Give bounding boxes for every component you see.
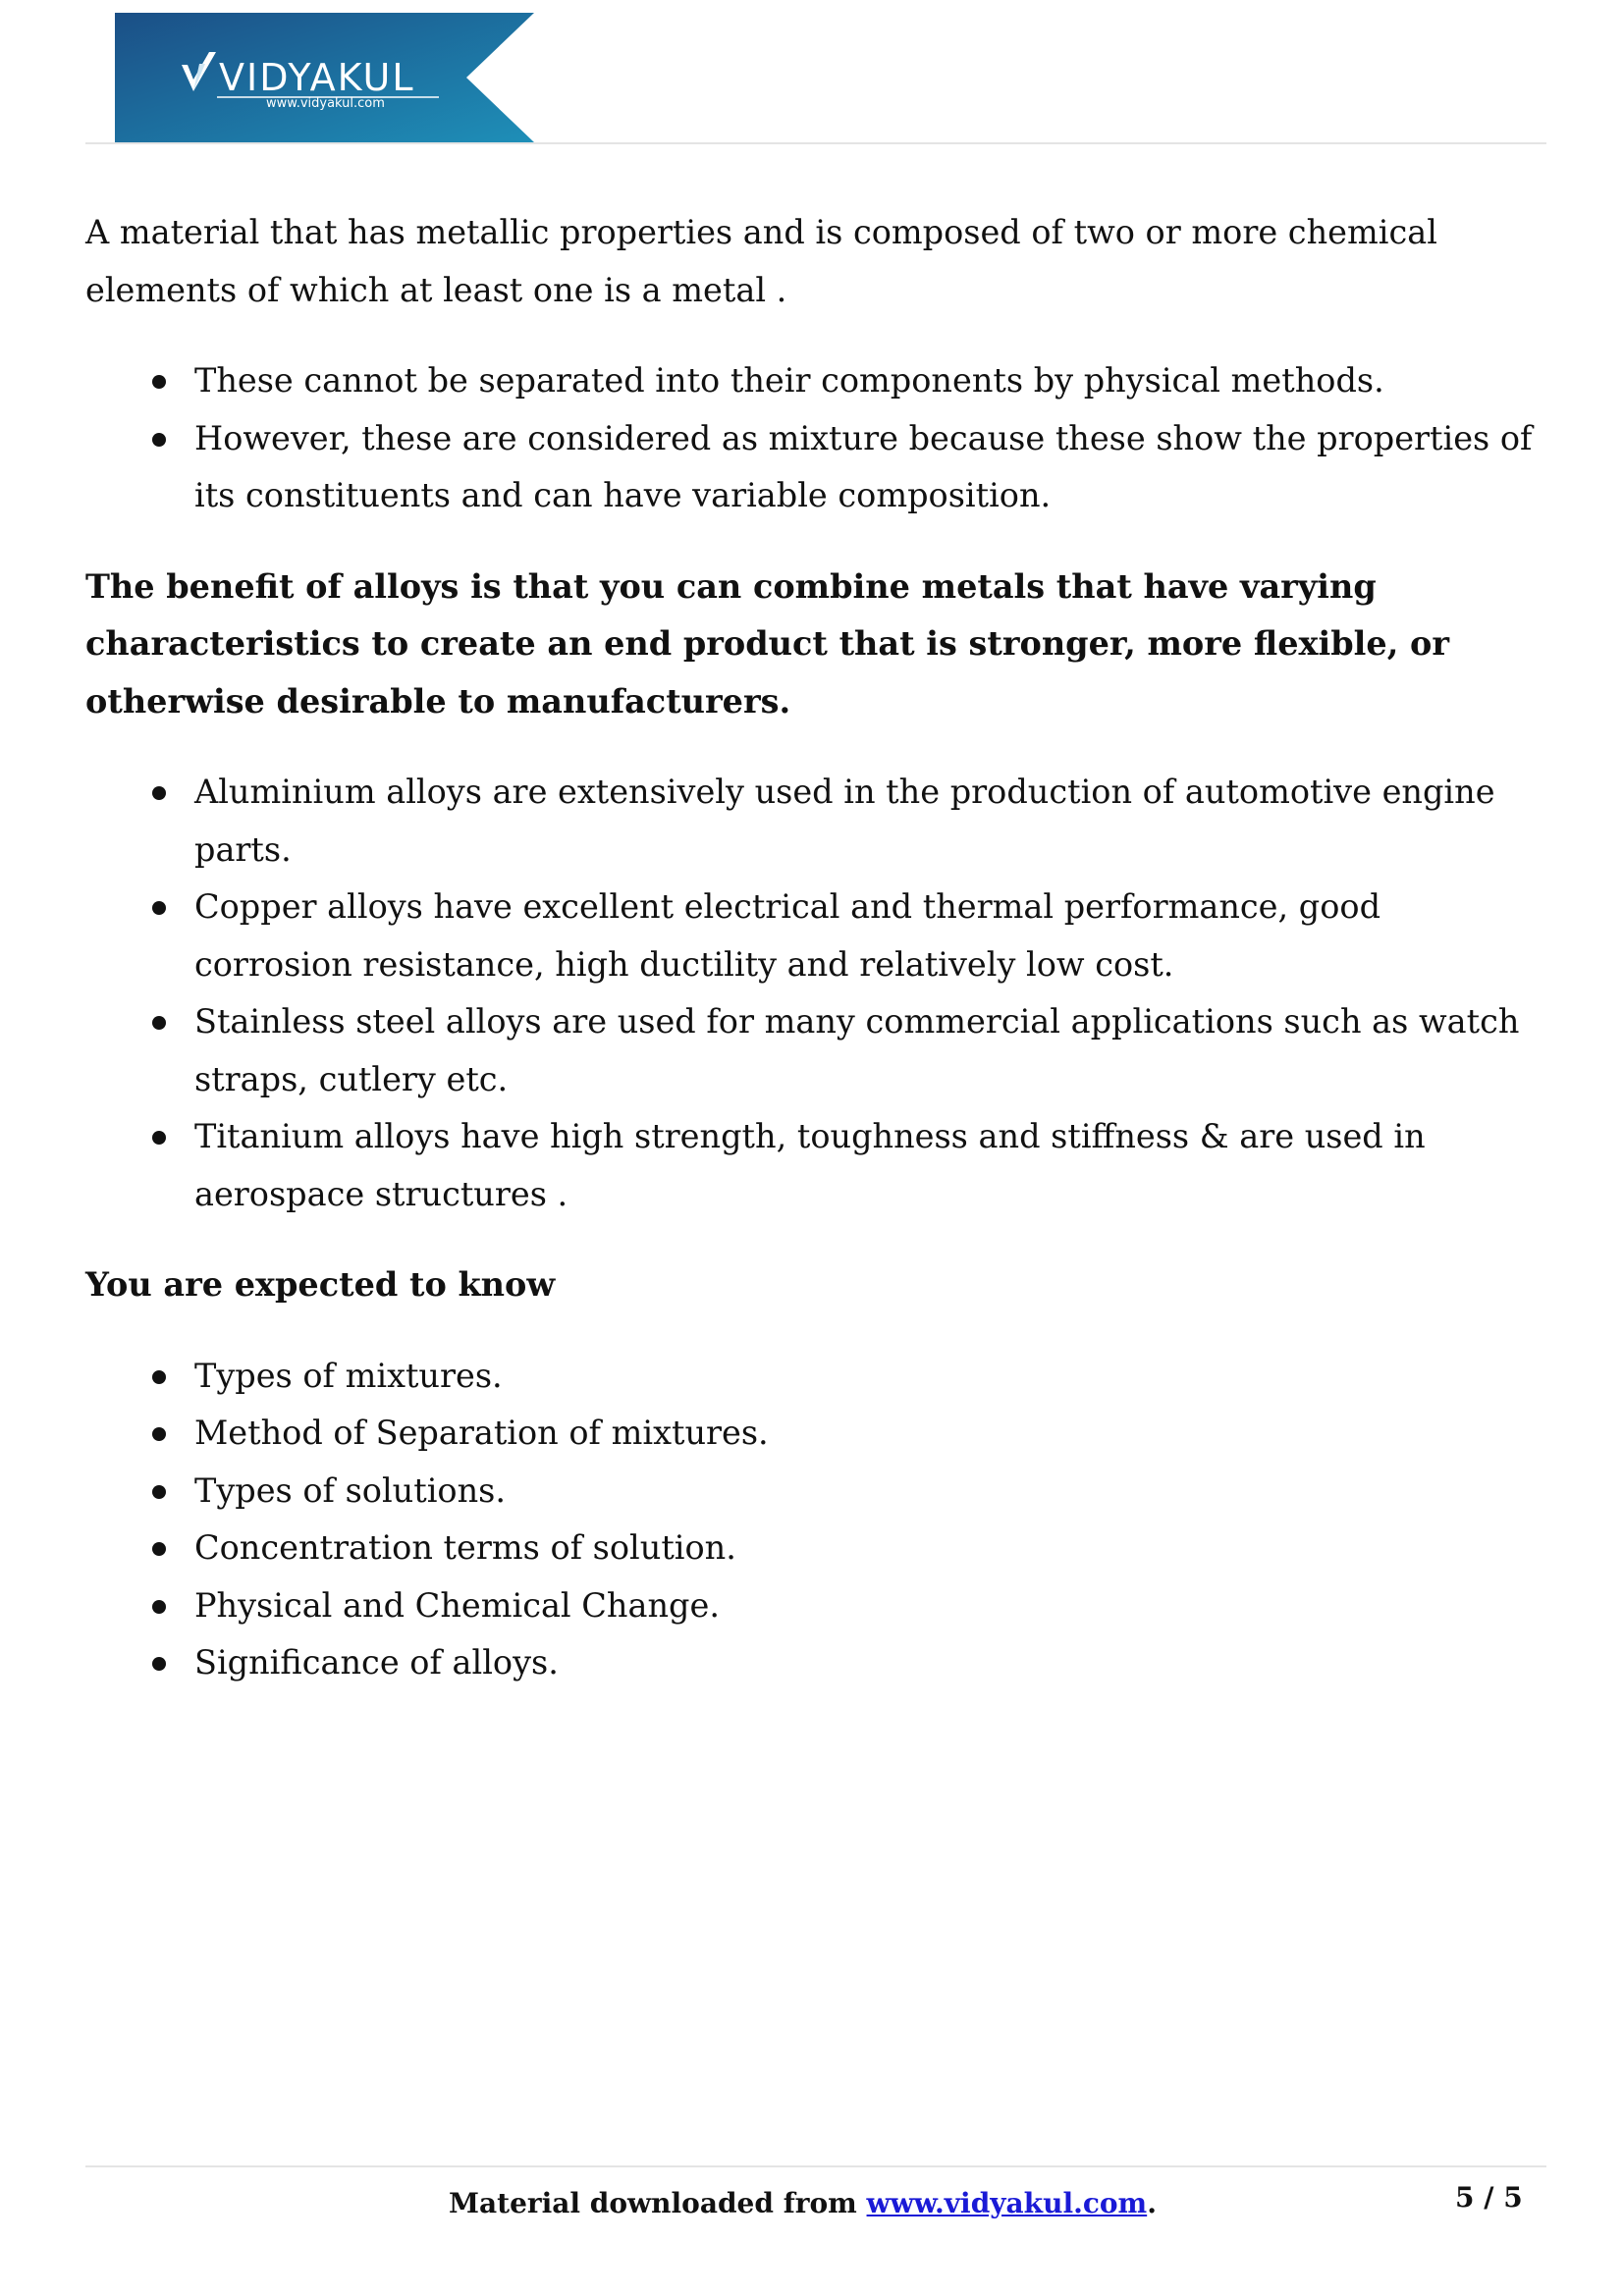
brand-url: www.vidyakul.com (266, 96, 385, 111)
alloy-property-list (85, 352, 1548, 525)
footer-credit (449, 2187, 1157, 2219)
page-number: 5 / 5 (1455, 2181, 1523, 2214)
intro-paragraph: A material that has metallic properties and is composed of two or more chemical elements of which at least one is a metal . (85, 213, 1437, 309)
list-item: Significance of alloys. (85, 1634, 1548, 1692)
list-item: Concentration terms of solution. (85, 1520, 1548, 1577)
list-item: These cannot be separated into their components by physical methods. (85, 352, 1548, 410)
list-item: Types of mixtures. (85, 1348, 1548, 1406)
header-divider (85, 142, 1546, 144)
page-footer (0, 2165, 1623, 2264)
list-item: Titanium alloys have high strength, toughness and stiffness & are used in aerospace structures . (85, 1108, 1548, 1223)
vidyakul-link[interactable]: www.vidyakul.com (866, 2187, 1148, 2219)
expected-heading: You are expected to know (85, 1265, 556, 1304)
list-item: Physical and Chemical Change. (85, 1577, 1548, 1635)
page-content (85, 204, 1548, 1692)
expected-topics-list (85, 1348, 1548, 1692)
alloy-uses-list (85, 764, 1548, 1223)
list-item: Copper alloys have excellent electrical and thermal performance, good corrosion resistance, high ductility and relatively low cost. (85, 879, 1548, 993)
footer-prefix: Material downloaded from (449, 2187, 867, 2219)
benefit-paragraph: The benefit of alloys is that you can combine metals that have varying characteristics to create an end product that is stronger, more flexible, or otherwise desirable to manufacturers. (85, 566, 1450, 721)
list-item: Types of solutions. (85, 1463, 1548, 1521)
footer-suffix: . (1147, 2187, 1157, 2219)
list-item: Stainless steel alloys are used for many commercial applications such as watch straps, cutlery etc. (85, 993, 1548, 1108)
brand-name: VIDYAKUL (219, 56, 415, 99)
list-item: However, these are considered as mixture because these show the properties of its constituents and can have variable composition. (85, 410, 1548, 525)
list-item: Method of Separation of mixtures. (85, 1405, 1548, 1463)
list-item: Aluminium alloys are extensively used in the production of automotive engine parts. (85, 764, 1548, 879)
vidyakul-logo (115, 13, 534, 142)
